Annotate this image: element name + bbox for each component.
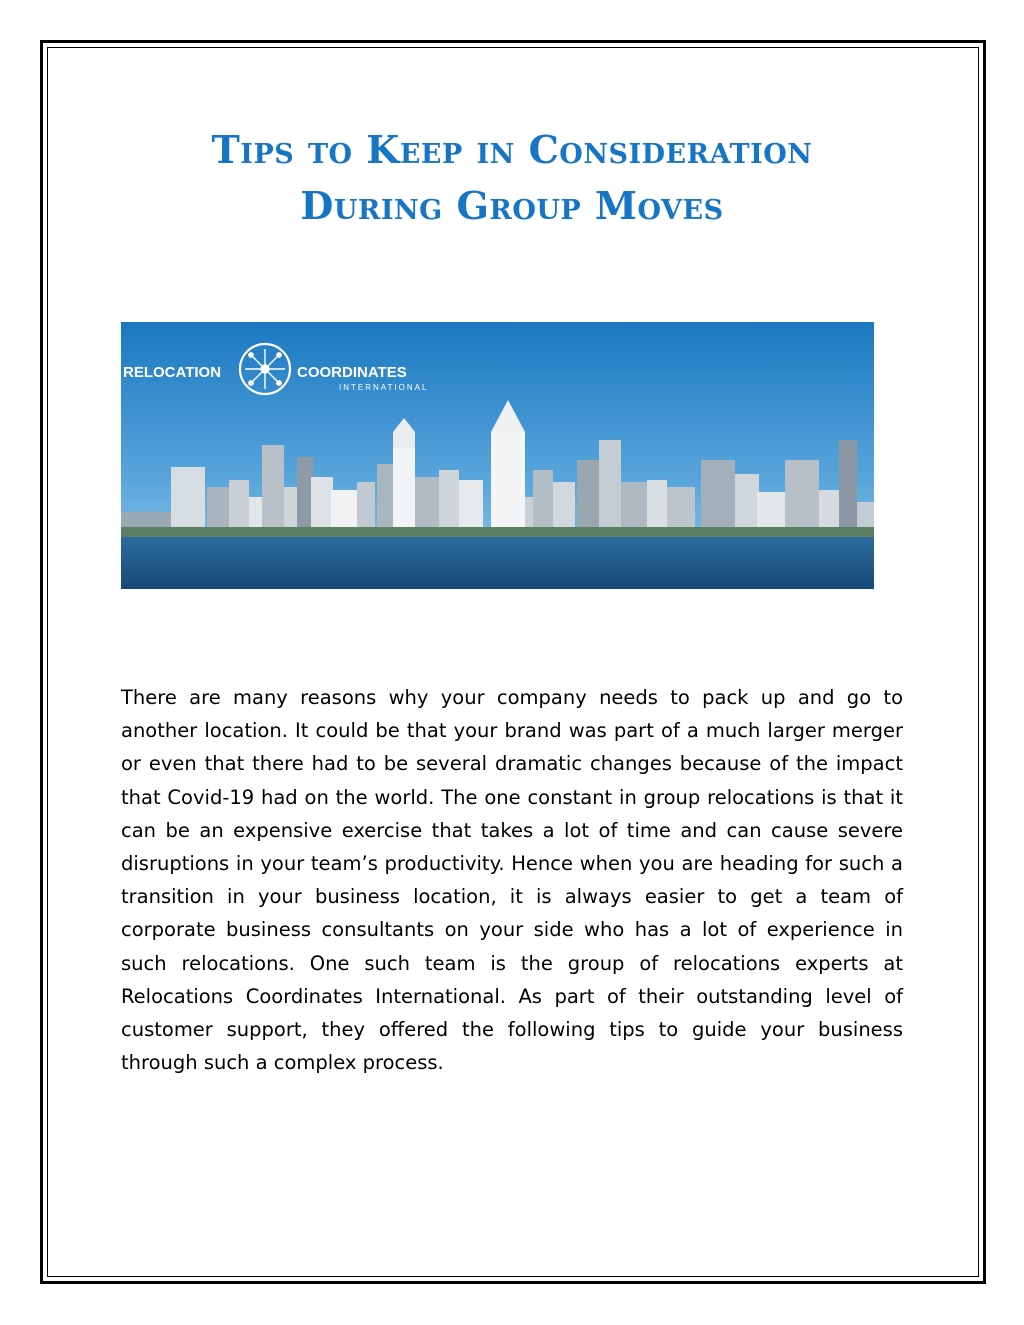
logo-word-left: RELOCATION bbox=[123, 364, 222, 381]
hero-image bbox=[121, 322, 874, 589]
skyline-photo bbox=[121, 322, 874, 589]
body-paragraph: There are many reasons why your company needs to pack up and go to another location. It could be that your brand was part of a much larger merger or even that there had to be several dramatic changes because of the impact that Covid-19 had on the world. The one constant in group relocations is that it can be an expensive exercise that takes a lot of time and can cause severe disruptions in your team’s productivity. Hence when you are heading for such a transition in your business location, it is always easier to get a team of corporate business consultants on your side who has a lot of experience in such relocations. One such team is the group of relocations experts at Relocations Coordinates International. As part of their outstanding level of customer support, they offered the following tips to guide your business through such a complex process. bbox=[121, 686, 903, 1075]
bay-water bbox=[121, 537, 874, 589]
title-line-2: During Group Moves bbox=[300, 183, 724, 228]
page-title bbox=[100, 122, 924, 234]
logo-word-right: COORDINATES bbox=[297, 364, 407, 381]
title-line-1: Tips to Keep in Consideration bbox=[211, 127, 813, 172]
logo-subword: INTERNATIONAL bbox=[339, 383, 429, 392]
